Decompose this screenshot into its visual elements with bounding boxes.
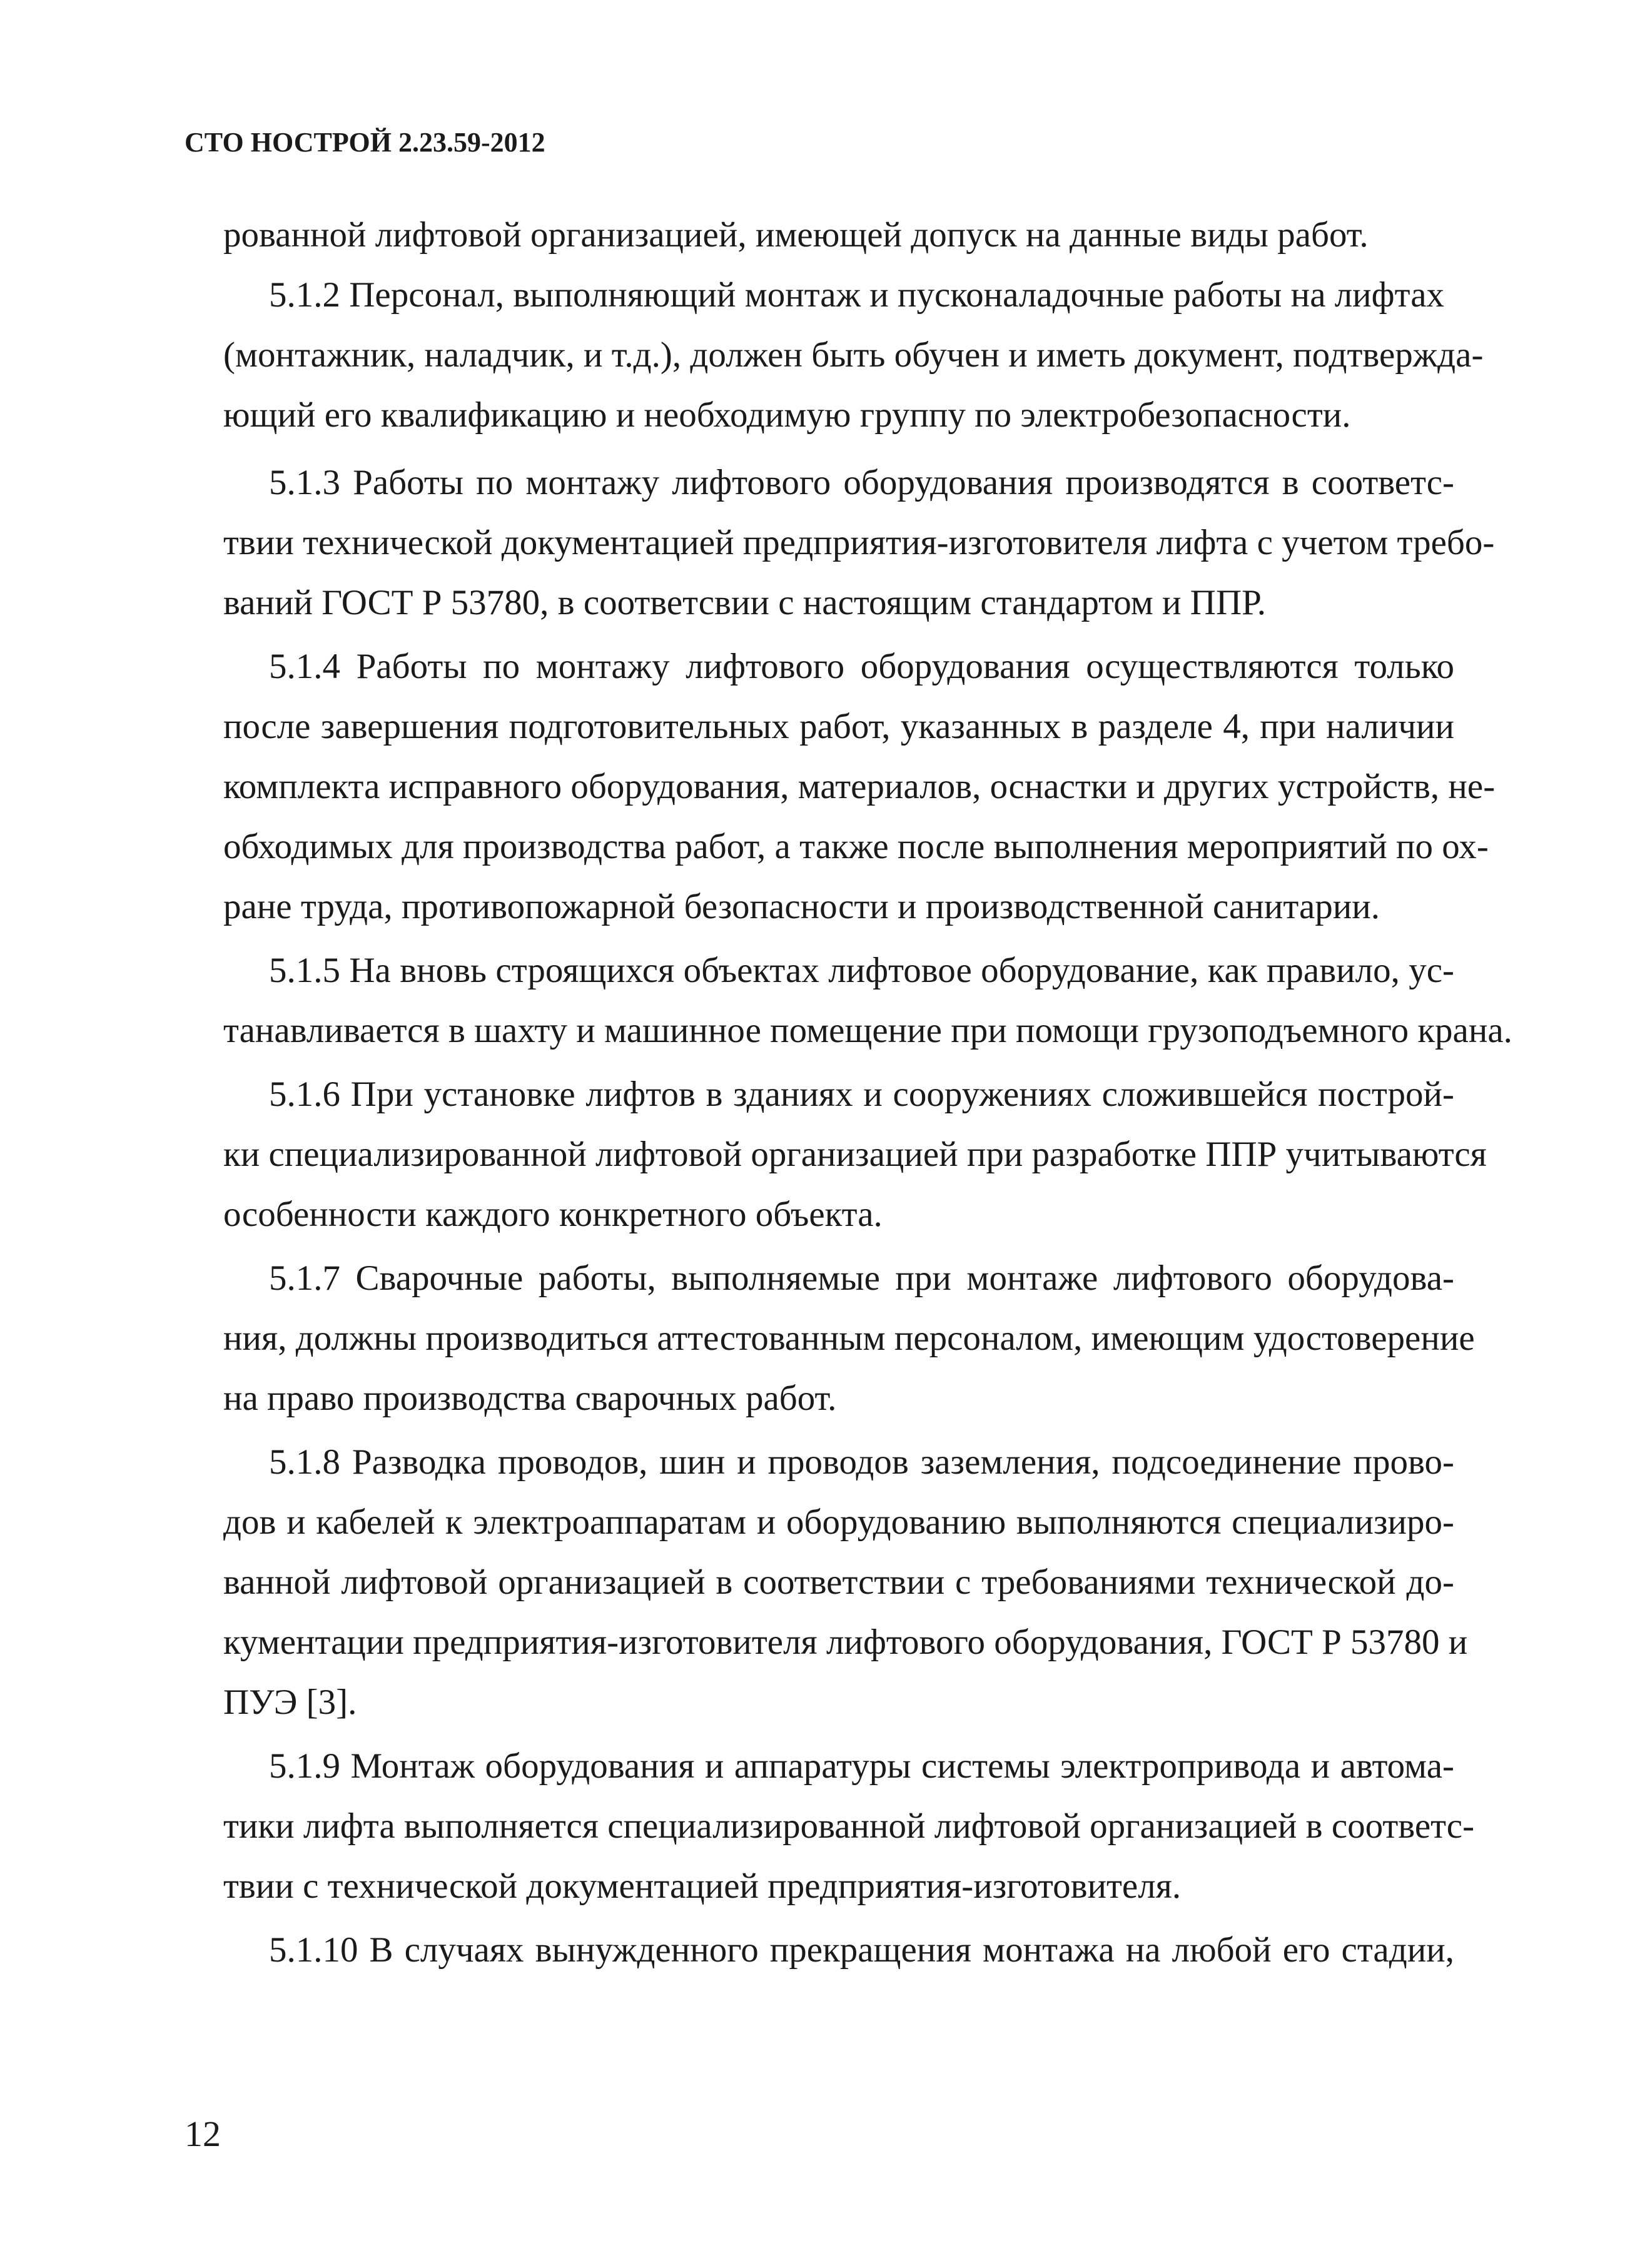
text-line: твии с технической документацией предприятия-изготовителя. [223, 1866, 1182, 1906]
text-line: обходимых для производства работ, а также после выполнения мероприятий по ох- [223, 827, 1489, 866]
text-line: 5.1.8 Разводка проводов, шин и проводов заземления, подсоединение прово- [269, 1442, 1454, 1482]
text-line: ющий его квалификацию и необходимую группу по электробезопасности. [223, 395, 1351, 435]
text-line: кументации предприятия-изготовителя лифтового оборудования, ГОСТ Р 53780 и [223, 1623, 1468, 1662]
document-header: СТО НОСТРОЙ 2.23.59-2012 [185, 127, 545, 158]
text-line: ки специализированной лифтовой организацией при разработке ППР учитываются [223, 1135, 1487, 1174]
text-line: особенности каждого конкретного объекта. [223, 1195, 883, 1234]
text-line: 5.1.4 Работы по монтажу лифтового оборудования осуществляются только [269, 647, 1454, 686]
page-number: 12 [185, 2114, 221, 2154]
text-line: ваний ГОСТ Р 53780, в соответсвии с настоящим стандартом и ППР. [223, 583, 1266, 622]
text-line: 5.1.10 В случаях вынужденного прекращения монтажа на любой его стадии, [269, 1930, 1454, 1970]
text-line: твии технической документацией предприятия-изготовителя лифта с учетом требо- [223, 523, 1495, 562]
text-line: ванной лифтовой организацией в соответствии с требованиями технической до- [223, 1562, 1454, 1602]
text-line: 5.1.9 Монтаж оборудования и аппаратуры системы электропривода и автома- [269, 1746, 1454, 1786]
text-line: 5.1.5 На вновь строящихся объектах лифтовое оборудование, как правило, ус- [269, 951, 1454, 990]
text-line: рованной лифтовой организацией, имеющей допуск на данные виды работ. [223, 215, 1369, 255]
text-line: тики лифта выполняется специализированной лифтовой организацией в соответс- [223, 1806, 1475, 1846]
text-line: комплекта исправного оборудования, материалов, оснастки и других устройств, не- [223, 767, 1496, 806]
text-line: дов и кабелей к электроаппаратам и оборудованию выполняются специализиро- [223, 1502, 1454, 1542]
text-line: 5.1.6 При установке лифтов в зданиях и сооружениях сложившейся построй- [269, 1075, 1454, 1114]
text-line: ПУЭ [3]. [223, 1683, 357, 1722]
text-line: танавливается в шахту и машинное помещение при помощи грузоподъемного крана. [223, 1011, 1512, 1050]
text-line: 5.1.3 Работы по монтажу лифтового оборудования производятся в соответс- [269, 463, 1454, 502]
text-line: ния, должны производиться аттестованным персоналом, имеющим удостоверение [223, 1319, 1475, 1358]
text-line: на право производства сварочных работ. [223, 1379, 837, 1418]
text-line: ране труда, противопожарной безопасности и производственной санитарии. [223, 887, 1380, 926]
text-line: 5.1.7 Сварочные работы, выполняемые при монтаже лифтового оборудова- [269, 1258, 1454, 1298]
text-line: после завершения подготовительных работ, указанных в разделе 4, при наличии [223, 707, 1454, 746]
text-line: (монтажник, наладчик, и т.д.), должен быть обучен и иметь документ, подтвержда- [223, 335, 1484, 375]
text-line: 5.1.2 Персонал, выполняющий монтаж и пусконаладочные работы на лифтах [269, 275, 1445, 315]
